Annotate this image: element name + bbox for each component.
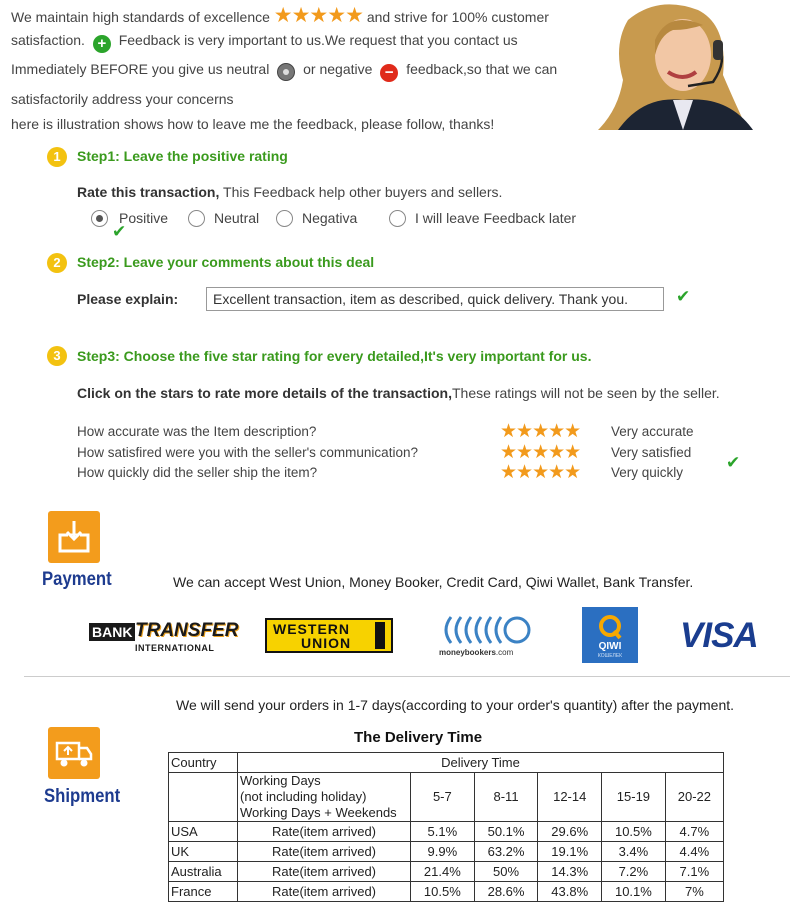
western-union-logo [265,618,393,653]
working-days-cell [238,773,411,822]
value-cell: 29.6% [538,822,602,842]
question-shipping: How quickly did the seller ship the item? [77,465,318,480]
range-header: 20-22 [665,773,723,822]
table-row [169,822,724,842]
intro-text: or negative [303,61,373,77]
table-header-row [169,753,724,773]
value-cell: 21.4% [411,862,475,882]
col-delivery-header: Delivery Time [238,753,724,773]
value-cell: 28.6% [474,882,538,902]
intro-text: We maintain high standards of excellence [11,9,270,25]
bank-logo-bank: BANK [89,623,135,641]
detail-rating-lead [77,385,720,401]
comment-input[interactable]: Excellent transaction, item as described, quick delivery. Thank you. [206,287,664,311]
range-header: 12-14 [538,773,602,822]
intro-line-5: here is illustration shows how to leave me the feedback, please follow, thanks! [11,116,495,132]
shipment-title: Shipment [44,786,121,807]
intro-text: and strive for 100% customer [366,9,549,25]
country-cell: USA [169,822,238,842]
intro-text: Feedback is very important to us.We request that you contact us [118,32,518,48]
step-2-title: Step2: Leave your comments about this deal [77,254,375,270]
table-subheader-row [169,773,724,822]
radio-neutral[interactable] [188,210,205,227]
intro-line-3 [11,61,557,82]
shipment-truck-icon [48,727,100,779]
rate-transaction-text: This Feedback help other buyers and sellers. [223,184,503,200]
value-cell: 9.9% [411,842,475,862]
explain-label: Please explain: [77,291,179,307]
intro-text: feedback,so that we can [406,61,558,77]
positive-icon: + [93,35,111,53]
radio-later[interactable] [389,210,406,227]
section-divider [24,676,790,677]
rate-cell: Rate(item arrived) [238,862,411,882]
detail-rating-lead-rest: These ratings will not be seen by the seller. [451,385,720,401]
value-cell: 19.1% [538,842,602,862]
delivery-table [168,752,724,902]
question-accuracy: How accurate was the Item description? [77,424,317,439]
rating-stars-communication[interactable]: ★★★★★ [500,442,581,463]
rating-stars-accuracy[interactable]: ★★★★★ [500,421,581,442]
value-cell: 63.2% [474,842,538,862]
intro-line-2 [11,32,518,53]
value-cell: 10.5% [411,882,475,902]
delivery-table-title: The Delivery Time [354,729,483,746]
payment-text: We can accept West Union, Money Booker, Credit Card, Qiwi Wallet, Bank Transfer. [173,574,694,590]
step-1-badge: 1 [47,147,67,167]
question-communication: How satisfired were you with the seller's communication? [77,445,418,460]
table-row [169,842,724,862]
checkmark-icon: ✔ [676,287,691,306]
value-cell: 3.4% [602,842,666,862]
rating-stars-shipping[interactable]: ★★★★★ [500,462,581,483]
wu-logo-union: UNION [301,635,352,651]
neutral-icon [277,63,295,81]
value-cell: 4.4% [665,842,723,862]
value-cell: 50% [474,862,538,882]
rate-transaction-label: Rate this transaction, [77,184,220,200]
radio-positive[interactable] [91,210,108,227]
intro-line-4: satisfactorily address your concerns [11,91,234,107]
detail-rating-lead-bold: Click on the stars to rate more details of the transaction, [77,385,452,401]
value-cell: 43.8% [538,882,602,902]
table-row [169,882,724,902]
rate-cell: Rate(item arrived) [238,822,411,842]
bank-logo-transfer: TRANSFER [135,620,239,641]
range-header: 5-7 [411,773,475,822]
wu-logo-western: WESTERN [273,621,350,637]
step-2-badge: 2 [47,253,67,273]
radio-negative[interactable] [276,210,293,227]
value-cell: 7% [665,882,723,902]
step-1-title: Step1: Leave the positive rating [77,148,288,164]
bank-transfer-logo [89,620,239,656]
payment-title: Payment [42,569,112,590]
value-cell: 10.1% [602,882,666,902]
value-cell: 10.5% [602,822,666,842]
country-cell: Australia [169,862,238,882]
country-cell: France [169,882,238,902]
option-later-label: I will leave Feedback later [415,210,577,226]
answer-accuracy: Very accurate [611,424,694,439]
step-3-badge: 3 [47,346,67,366]
working-days-line: (not including holiday) [240,789,367,804]
range-header: 15-19 [602,773,666,822]
rate-transaction-row [77,184,502,200]
step-3-title: Step3: Choose the five star rating for every detailed,It's very important for us. [77,348,592,364]
working-days-line: Working Days + Weekends [240,805,397,820]
value-cell: 14.3% [538,862,602,882]
support-agent-illustration [588,0,778,130]
moneybookers-wordmark [439,648,513,657]
mb-logo-text: moneybookers [439,648,496,657]
rate-cell: Rate(item arrived) [238,882,411,902]
answer-communication: Very satisfied [611,445,692,460]
option-negative-label: Negativa [302,210,358,226]
qiwi-logo-subtext: КОШЕЛЕК [597,653,623,659]
value-cell: 50.1% [474,822,538,842]
country-cell: UK [169,842,238,862]
value-cell: 5.1% [411,822,475,842]
rate-cell: Rate(item arrived) [238,842,411,862]
five-stars-icon: ★★★★★ [273,4,363,27]
visa-logo [680,616,758,656]
shipment-text: We will send your orders in 1-7 days(according to your order's quantity) after the payment. [176,697,735,713]
bank-logo-international: INTERNATIONAL [135,643,215,653]
range-header: 8-11 [474,773,538,822]
value-cell: 4.7% [665,822,723,842]
wu-logo-bar [375,622,385,649]
qiwi-logo [582,607,638,663]
working-days-line: Working Days [240,773,321,788]
checkmark-icon: ✔ [726,453,741,472]
intro-text: Immediately BEFORE you give us neutral [11,61,270,77]
intro-text: satisfaction. [11,32,85,48]
checkmark-icon: ✔ [112,222,127,241]
value-cell: 7.1% [665,862,723,882]
qiwi-logo-text: QIWI [598,641,622,652]
value-cell: 7.2% [602,862,666,882]
moneybookers-logo [437,613,537,661]
mb-logo-com: .com [495,648,514,657]
option-positive-label: Positive [119,210,169,226]
empty-cell [169,773,238,822]
visa-logo-text: VISA [680,616,758,655]
negative-icon: − [380,64,398,82]
table-row [169,862,724,882]
payment-download-icon [48,511,100,563]
intro-line-1 [11,3,549,28]
answer-shipping: Very quickly [611,465,684,480]
option-neutral-label: Neutral [214,210,260,226]
col-country-header: Country [169,753,238,773]
